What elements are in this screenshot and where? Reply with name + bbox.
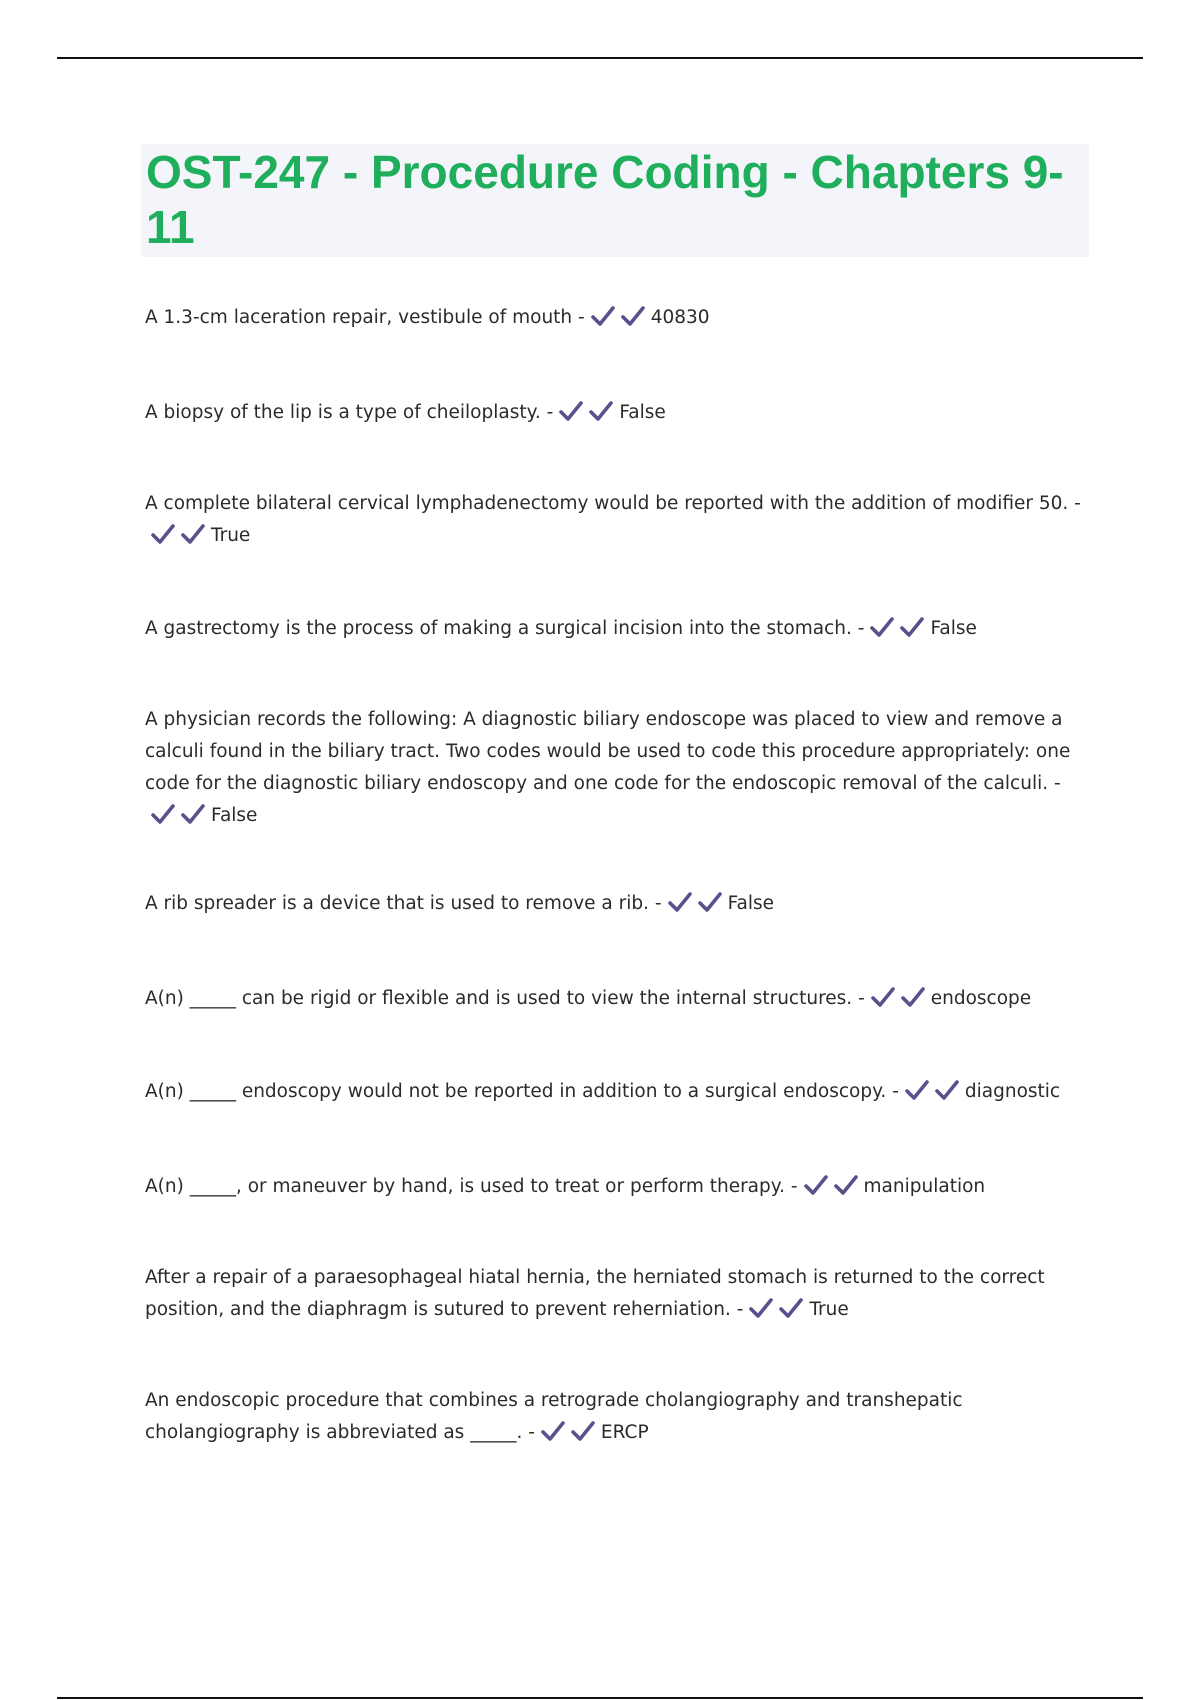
double-check-icon: [541, 1420, 599, 1453]
double-check-icon: [151, 803, 209, 836]
check-icon: [871, 986, 895, 1008]
question-text: A(n) _____, or maneuver by hand, is used to treat or perform therapy.: [145, 1176, 785, 1197]
check-icon: [870, 616, 894, 638]
question-text: A(n) _____ can be rigid or flexible and is used to view the internal structures.: [145, 988, 853, 1009]
answer-text: diagnostic: [964, 1081, 1061, 1102]
check-icon: [900, 616, 924, 638]
separator: -: [1048, 773, 1061, 794]
check-icon: [151, 523, 175, 545]
check-icon: [905, 1079, 929, 1101]
double-check-icon: [749, 1297, 807, 1330]
double-check-icon: [559, 400, 617, 433]
qa-item: [145, 983, 1095, 1019]
qa-item: [145, 302, 1095, 338]
answer-text: False: [211, 805, 258, 826]
question-text: An endoscopic procedure that combines a retrograde cholangiography and transhepatic cholangiography is abbreviated as _____.: [145, 1390, 963, 1443]
separator: -: [784, 1176, 798, 1197]
question-text: A gastrectomy is the process of making a surgical incision into the stomach.: [145, 618, 852, 639]
qa-item: [145, 613, 1095, 649]
check-icon: [935, 1079, 959, 1101]
answer-text: ERCP: [600, 1422, 649, 1443]
check-icon: [181, 523, 205, 545]
qa-item: [145, 1076, 1095, 1112]
question-text: A biopsy of the lip is a type of cheiloplasty.: [145, 402, 541, 423]
qa-item: [145, 488, 1095, 556]
check-icon: [621, 305, 645, 327]
check-icon: [589, 400, 613, 422]
double-check-icon: [804, 1174, 862, 1207]
double-check-icon: [591, 305, 649, 338]
double-check-icon: [905, 1079, 963, 1112]
document-title: OST-247 - Procedure Coding - Chapters 9-11: [146, 146, 1064, 253]
answer-text: True: [211, 525, 251, 546]
check-icon: [749, 1297, 773, 1319]
double-check-icon: [151, 523, 209, 556]
question-text: A physician records the following: A diagnostic biliary endoscope was placed to view and remove a calculi found in the biliary tract. Two codes would be used to code this procedure appropriately: one code for the diagnostic biliary endoscopy and one code for the endoscopic removal of the calculi.: [145, 709, 1071, 794]
check-icon: [779, 1297, 803, 1319]
separator: -: [522, 1422, 535, 1443]
top-rule: [57, 57, 1143, 59]
separator: -: [572, 307, 585, 328]
separator: -: [886, 1081, 899, 1102]
answer-text: False: [930, 618, 977, 639]
separator: -: [540, 402, 554, 423]
check-icon: [151, 803, 175, 825]
check-icon: [541, 1420, 565, 1442]
qa-item: [145, 1262, 1095, 1330]
check-icon: [668, 891, 692, 913]
double-check-icon: [870, 616, 928, 649]
separator: -: [852, 988, 865, 1009]
check-icon: [804, 1174, 828, 1196]
answer-text: False: [619, 402, 666, 423]
check-icon: [591, 305, 615, 327]
double-check-icon: [871, 986, 929, 1019]
check-icon: [834, 1174, 858, 1196]
question-text: A complete bilateral cervical lymphadenectomy would be reported with the addition of modifier 50.: [145, 493, 1069, 514]
question-text: After a repair of a paraesophageal hiatal hernia, the herniated stomach is returned to the correct position, and the diaphragm is sutured to prevent reherniation.: [145, 1267, 1045, 1320]
qa-item: [145, 704, 1095, 836]
question-text: A(n) _____ endoscopy would not be reported in addition to a surgical endoscopy.: [145, 1081, 887, 1102]
answer-text: False: [727, 893, 775, 914]
check-icon: [181, 803, 205, 825]
separator: -: [1068, 493, 1081, 514]
check-icon: [571, 1420, 595, 1442]
question-text: A rib spreader is a device that is used to remove a rib.: [145, 893, 649, 914]
separator: -: [730, 1299, 744, 1320]
question-text: A 1.3-cm laceration repair, vestibule of mouth: [145, 307, 573, 328]
separator: -: [851, 618, 865, 639]
bottom-rule: [57, 1697, 1143, 1699]
qa-item: [145, 1171, 1095, 1207]
qa-item: [145, 397, 1095, 433]
answer-text: endoscope: [930, 988, 1032, 1009]
qa-item: [145, 1385, 1095, 1453]
check-icon: [901, 986, 925, 1008]
check-icon: [559, 400, 583, 422]
separator: -: [649, 893, 662, 914]
check-icon: [698, 891, 722, 913]
double-check-icon: [668, 891, 726, 924]
answer-text: 40830: [650, 307, 710, 328]
qa-item: [145, 888, 1095, 924]
answer-text: True: [809, 1299, 849, 1320]
answer-text: manipulation: [863, 1176, 986, 1197]
